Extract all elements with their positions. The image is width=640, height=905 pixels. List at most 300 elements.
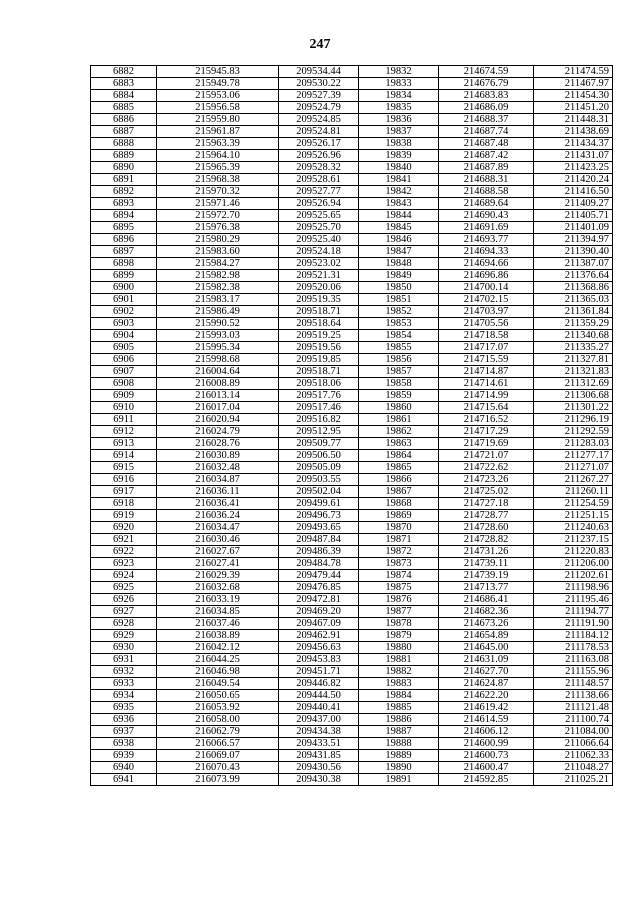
page-number: 247: [309, 37, 331, 52]
point-id-cell: 6902: [91, 306, 157, 318]
x-coordinate-cell: 216036.41: [157, 498, 279, 510]
y-coordinate-cell: 209518.71: [279, 366, 359, 378]
y-coordinate-2-cell: 211335.27: [534, 342, 613, 354]
table-row: [91, 78, 613, 90]
point-id-2-cell: 19861: [359, 414, 439, 426]
y-coordinate-2-cell: 211420.24: [534, 174, 613, 186]
y-coordinate-cell: 209525.40: [279, 234, 359, 246]
point-id-2-cell: 19849: [359, 270, 439, 282]
table-row: [91, 666, 613, 678]
y-coordinate-cell: 209462.91: [279, 630, 359, 642]
x-coordinate-2-cell: 214693.77: [439, 234, 534, 246]
point-id-cell: 6904: [91, 330, 157, 342]
x-coordinate-2-cell: 214731.26: [439, 546, 534, 558]
point-id-cell: 6937: [91, 726, 157, 738]
y-coordinate-cell: 209524.81: [279, 126, 359, 138]
table-row: [91, 102, 613, 114]
point-id-2-cell: 19876: [359, 594, 439, 606]
x-coordinate-2-cell: 214728.60: [439, 522, 534, 534]
table-row: [91, 306, 613, 318]
point-id-cell: 6888: [91, 138, 157, 150]
point-id-cell: 6906: [91, 354, 157, 366]
y-coordinate-2-cell: 211194.77: [534, 606, 613, 618]
y-coordinate-2-cell: 211237.15: [534, 534, 613, 546]
table-row: [91, 198, 613, 210]
point-id-2-cell: 19860: [359, 402, 439, 414]
x-coordinate-2-cell: 214714.99: [439, 390, 534, 402]
y-coordinate-2-cell: 211260.11: [534, 486, 613, 498]
table-row: [91, 582, 613, 594]
x-coordinate-2-cell: 214739.11: [439, 558, 534, 570]
table-row: [91, 426, 613, 438]
x-coordinate-2-cell: 214654.89: [439, 630, 534, 642]
y-coordinate-cell: 209446.82: [279, 678, 359, 690]
y-coordinate-2-cell: 211296.19: [534, 414, 613, 426]
point-id-cell: 6897: [91, 246, 157, 258]
x-coordinate-cell: 216036.24: [157, 510, 279, 522]
point-id-2-cell: 19855: [359, 342, 439, 354]
table-row: [91, 330, 613, 342]
table-row: [91, 474, 613, 486]
x-coordinate-cell: 216037.46: [157, 618, 279, 630]
x-coordinate-2-cell: 214694.33: [439, 246, 534, 258]
table-row: [91, 354, 613, 366]
x-coordinate-cell: 216034.47: [157, 522, 279, 534]
point-id-cell: 6899: [91, 270, 157, 282]
y-coordinate-2-cell: 211409.27: [534, 198, 613, 210]
x-coordinate-2-cell: 214715.59: [439, 354, 534, 366]
x-coordinate-2-cell: 214691.69: [439, 222, 534, 234]
y-coordinate-2-cell: 211361.84: [534, 306, 613, 318]
y-coordinate-cell: 209467.09: [279, 618, 359, 630]
point-id-2-cell: 19856: [359, 354, 439, 366]
point-id-cell: 6914: [91, 450, 157, 462]
point-id-2-cell: 19872: [359, 546, 439, 558]
x-coordinate-2-cell: 214722.62: [439, 462, 534, 474]
point-id-2-cell: 19857: [359, 366, 439, 378]
x-coordinate-2-cell: 214727.18: [439, 498, 534, 510]
x-coordinate-2-cell: 214702.15: [439, 294, 534, 306]
y-coordinate-2-cell: 211267.27: [534, 474, 613, 486]
y-coordinate-2-cell: 211062.33: [534, 750, 613, 762]
x-coordinate-cell: 216027.67: [157, 546, 279, 558]
y-coordinate-cell: 209430.38: [279, 774, 359, 786]
y-coordinate-cell: 209530.22: [279, 78, 359, 90]
x-coordinate-cell: 215993.03: [157, 330, 279, 342]
y-coordinate-cell: 209502.04: [279, 486, 359, 498]
point-id-2-cell: 19885: [359, 702, 439, 714]
table-row: [91, 546, 613, 558]
y-coordinate-cell: 209528.32: [279, 162, 359, 174]
point-id-2-cell: 19886: [359, 714, 439, 726]
point-id-2-cell: 19870: [359, 522, 439, 534]
y-coordinate-cell: 209484.78: [279, 558, 359, 570]
x-coordinate-cell: 216038.89: [157, 630, 279, 642]
x-coordinate-cell: 215990.52: [157, 318, 279, 330]
x-coordinate-2-cell: 214606.12: [439, 726, 534, 738]
coordinates-table-body: [91, 66, 613, 786]
point-id-cell: 6922: [91, 546, 157, 558]
y-coordinate-cell: 209519.56: [279, 342, 359, 354]
point-id-cell: 6908: [91, 378, 157, 390]
point-id-2-cell: 19842: [359, 186, 439, 198]
y-coordinate-2-cell: 211359.29: [534, 318, 613, 330]
y-coordinate-2-cell: 211277.17: [534, 450, 613, 462]
x-coordinate-cell: 215963.39: [157, 138, 279, 150]
x-coordinate-2-cell: 214715.64: [439, 402, 534, 414]
x-coordinate-2-cell: 214739.19: [439, 570, 534, 582]
point-id-2-cell: 19850: [359, 282, 439, 294]
y-coordinate-cell: 209524.85: [279, 114, 359, 126]
table-row: [91, 342, 613, 354]
y-coordinate-cell: 209523.02: [279, 258, 359, 270]
y-coordinate-cell: 209525.65: [279, 210, 359, 222]
point-id-2-cell: 19875: [359, 582, 439, 594]
point-id-cell: 6885: [91, 102, 157, 114]
y-coordinate-2-cell: 211394.97: [534, 234, 613, 246]
x-coordinate-cell: 216024.79: [157, 426, 279, 438]
table-row: [91, 174, 613, 186]
point-id-cell: 6893: [91, 198, 157, 210]
y-coordinate-2-cell: 211340.68: [534, 330, 613, 342]
y-coordinate-2-cell: 211066.64: [534, 738, 613, 750]
x-coordinate-2-cell: 214728.77: [439, 510, 534, 522]
y-coordinate-2-cell: 211434.37: [534, 138, 613, 150]
point-id-cell: 6929: [91, 630, 157, 642]
point-id-cell: 6898: [91, 258, 157, 270]
x-coordinate-2-cell: 214683.83: [439, 90, 534, 102]
y-coordinate-cell: 209430.56: [279, 762, 359, 774]
x-coordinate-2-cell: 214676.79: [439, 78, 534, 90]
x-coordinate-cell: 216036.11: [157, 486, 279, 498]
table-row: [91, 534, 613, 546]
x-coordinate-2-cell: 214723.26: [439, 474, 534, 486]
point-id-2-cell: 19846: [359, 234, 439, 246]
y-coordinate-2-cell: 211431.07: [534, 150, 613, 162]
table-row: [91, 510, 613, 522]
point-id-2-cell: 19837: [359, 126, 439, 138]
point-id-2-cell: 19843: [359, 198, 439, 210]
x-coordinate-cell: 215983.17: [157, 294, 279, 306]
point-id-2-cell: 19868: [359, 498, 439, 510]
table-row: [91, 450, 613, 462]
y-coordinate-2-cell: 211306.68: [534, 390, 613, 402]
y-coordinate-cell: 209528.61: [279, 174, 359, 186]
point-id-2-cell: 19866: [359, 474, 439, 486]
table-row: [91, 606, 613, 618]
point-id-2-cell: 19883: [359, 678, 439, 690]
y-coordinate-2-cell: 211100.74: [534, 714, 613, 726]
y-coordinate-2-cell: 211405.71: [534, 210, 613, 222]
point-id-cell: 6890: [91, 162, 157, 174]
point-id-cell: 6883: [91, 78, 157, 90]
y-coordinate-2-cell: 211048.27: [534, 762, 613, 774]
table-row: [91, 378, 613, 390]
y-coordinate-2-cell: 211423.25: [534, 162, 613, 174]
y-coordinate-cell: 209527.39: [279, 90, 359, 102]
point-id-cell: 6913: [91, 438, 157, 450]
y-coordinate-cell: 209512.95: [279, 426, 359, 438]
x-coordinate-cell: 216032.68: [157, 582, 279, 594]
point-id-2-cell: 19852: [359, 306, 439, 318]
point-id-2-cell: 19877: [359, 606, 439, 618]
y-coordinate-2-cell: 211184.12: [534, 630, 613, 642]
x-coordinate-cell: 215949.78: [157, 78, 279, 90]
x-coordinate-cell: 216058.00: [157, 714, 279, 726]
y-coordinate-cell: 209486.39: [279, 546, 359, 558]
x-coordinate-cell: 216033.19: [157, 594, 279, 606]
table-row: [91, 234, 613, 246]
x-coordinate-2-cell: 214690.43: [439, 210, 534, 222]
x-coordinate-2-cell: 214717.29: [439, 426, 534, 438]
x-coordinate-cell: 215961.87: [157, 126, 279, 138]
table-row: [91, 294, 613, 306]
point-id-cell: 6930: [91, 642, 157, 654]
x-coordinate-cell: 216066.57: [157, 738, 279, 750]
x-coordinate-2-cell: 214688.31: [439, 174, 534, 186]
table-row: [91, 714, 613, 726]
y-coordinate-cell: 209444.50: [279, 690, 359, 702]
point-id-2-cell: 19858: [359, 378, 439, 390]
y-coordinate-2-cell: 211202.61: [534, 570, 613, 582]
y-coordinate-cell: 209518.06: [279, 378, 359, 390]
x-coordinate-cell: 216046.98: [157, 666, 279, 678]
point-id-2-cell: 19834: [359, 90, 439, 102]
point-id-2-cell: 19869: [359, 510, 439, 522]
y-coordinate-2-cell: 211191.90: [534, 618, 613, 630]
x-coordinate-cell: 215982.98: [157, 270, 279, 282]
x-coordinate-2-cell: 214624.87: [439, 678, 534, 690]
y-coordinate-2-cell: 211387.07: [534, 258, 613, 270]
point-id-2-cell: 19889: [359, 750, 439, 762]
y-coordinate-cell: 209472.81: [279, 594, 359, 606]
y-coordinate-cell: 209469.20: [279, 606, 359, 618]
x-coordinate-2-cell: 214694.66: [439, 258, 534, 270]
x-coordinate-2-cell: 214645.00: [439, 642, 534, 654]
y-coordinate-cell: 209519.35: [279, 294, 359, 306]
x-coordinate-2-cell: 214718.58: [439, 330, 534, 342]
y-coordinate-cell: 209496.73: [279, 510, 359, 522]
y-coordinate-2-cell: 211251.15: [534, 510, 613, 522]
point-id-2-cell: 19838: [359, 138, 439, 150]
point-id-cell: 6912: [91, 426, 157, 438]
y-coordinate-cell: 209520.06: [279, 282, 359, 294]
x-coordinate-cell: 215953.06: [157, 90, 279, 102]
x-coordinate-cell: 216020.94: [157, 414, 279, 426]
point-id-2-cell: 19865: [359, 462, 439, 474]
y-coordinate-2-cell: 211368.86: [534, 282, 613, 294]
y-coordinate-2-cell: 211220.83: [534, 546, 613, 558]
y-coordinate-cell: 209518.64: [279, 318, 359, 330]
x-coordinate-cell: 216013.14: [157, 390, 279, 402]
x-coordinate-2-cell: 214714.61: [439, 378, 534, 390]
x-coordinate-2-cell: 214717.07: [439, 342, 534, 354]
point-id-cell: 6895: [91, 222, 157, 234]
y-coordinate-2-cell: 211467.97: [534, 78, 613, 90]
table-row: [91, 126, 613, 138]
x-coordinate-cell: 216028.76: [157, 438, 279, 450]
y-coordinate-cell: 209526.17: [279, 138, 359, 150]
table-row: [91, 702, 613, 714]
table-row: [91, 522, 613, 534]
y-coordinate-cell: 209506.50: [279, 450, 359, 462]
point-id-cell: 6939: [91, 750, 157, 762]
y-coordinate-cell: 209440.41: [279, 702, 359, 714]
x-coordinate-2-cell: 214619.42: [439, 702, 534, 714]
point-id-2-cell: 19844: [359, 210, 439, 222]
point-id-cell: 6928: [91, 618, 157, 630]
point-id-2-cell: 19839: [359, 150, 439, 162]
x-coordinate-cell: 216017.04: [157, 402, 279, 414]
point-id-cell: 6924: [91, 570, 157, 582]
y-coordinate-2-cell: 211121.48: [534, 702, 613, 714]
point-id-2-cell: 19884: [359, 690, 439, 702]
table-row: [91, 66, 613, 78]
y-coordinate-cell: 209519.25: [279, 330, 359, 342]
point-id-cell: 6918: [91, 498, 157, 510]
y-coordinate-cell: 209503.55: [279, 474, 359, 486]
x-coordinate-cell: 215976.38: [157, 222, 279, 234]
table-row: [91, 462, 613, 474]
y-coordinate-cell: 209519.85: [279, 354, 359, 366]
table-row: [91, 138, 613, 150]
x-coordinate-2-cell: 214703.97: [439, 306, 534, 318]
y-coordinate-cell: 209534.44: [279, 66, 359, 78]
table-row: [91, 90, 613, 102]
y-coordinate-cell: 209516.82: [279, 414, 359, 426]
y-coordinate-cell: 209518.71: [279, 306, 359, 318]
point-id-cell: 6915: [91, 462, 157, 474]
y-coordinate-2-cell: 211401.09: [534, 222, 613, 234]
point-id-cell: 6920: [91, 522, 157, 534]
y-coordinate-cell: 209453.83: [279, 654, 359, 666]
x-coordinate-2-cell: 214686.09: [439, 102, 534, 114]
x-coordinate-2-cell: 214627.70: [439, 666, 534, 678]
point-id-cell: 6932: [91, 666, 157, 678]
y-coordinate-cell: 209451.71: [279, 666, 359, 678]
x-coordinate-cell: 216069.07: [157, 750, 279, 762]
x-coordinate-cell: 216029.39: [157, 570, 279, 582]
x-coordinate-cell: 215984.27: [157, 258, 279, 270]
x-coordinate-2-cell: 214725.02: [439, 486, 534, 498]
x-coordinate-cell: 216034.87: [157, 474, 279, 486]
table-row: [91, 630, 613, 642]
y-coordinate-cell: 209433.51: [279, 738, 359, 750]
point-id-cell: 6934: [91, 690, 157, 702]
table-row: [91, 642, 613, 654]
point-id-2-cell: 19890: [359, 762, 439, 774]
x-coordinate-2-cell: 214600.99: [439, 738, 534, 750]
y-coordinate-cell: 209524.79: [279, 102, 359, 114]
point-id-cell: 6936: [91, 714, 157, 726]
x-coordinate-2-cell: 214600.47: [439, 762, 534, 774]
table-row: [91, 618, 613, 630]
y-coordinate-2-cell: 211254.59: [534, 498, 613, 510]
y-coordinate-2-cell: 211178.53: [534, 642, 613, 654]
point-id-cell: 6923: [91, 558, 157, 570]
x-coordinate-cell: 215995.34: [157, 342, 279, 354]
point-id-cell: 6933: [91, 678, 157, 690]
x-coordinate-cell: 216050.65: [157, 690, 279, 702]
table-row: [91, 246, 613, 258]
table-row: [91, 162, 613, 174]
x-coordinate-2-cell: 214687.42: [439, 150, 534, 162]
y-coordinate-2-cell: 211301.22: [534, 402, 613, 414]
y-coordinate-2-cell: 211025.21: [534, 774, 613, 786]
x-coordinate-cell: 215982.38: [157, 282, 279, 294]
y-coordinate-2-cell: 211448.31: [534, 114, 613, 126]
y-coordinate-cell: 209509.77: [279, 438, 359, 450]
table-row: [91, 186, 613, 198]
point-id-cell: 6916: [91, 474, 157, 486]
point-id-2-cell: 19880: [359, 642, 439, 654]
x-coordinate-cell: 215968.38: [157, 174, 279, 186]
point-id-cell: 6927: [91, 606, 157, 618]
point-id-cell: 6925: [91, 582, 157, 594]
table-row: [91, 774, 613, 786]
y-coordinate-2-cell: 211416.50: [534, 186, 613, 198]
table-row: [91, 438, 613, 450]
y-coordinate-cell: 209517.76: [279, 390, 359, 402]
y-coordinate-2-cell: 211283.03: [534, 438, 613, 450]
x-coordinate-cell: 215971.46: [157, 198, 279, 210]
point-id-cell: 6911: [91, 414, 157, 426]
point-id-cell: 6900: [91, 282, 157, 294]
y-coordinate-cell: 209505.09: [279, 462, 359, 474]
point-id-cell: 6884: [91, 90, 157, 102]
x-coordinate-2-cell: 214721.07: [439, 450, 534, 462]
x-coordinate-2-cell: 214686.41: [439, 594, 534, 606]
point-id-cell: 6903: [91, 318, 157, 330]
y-coordinate-cell: 209527.77: [279, 186, 359, 198]
x-coordinate-cell: 216053.92: [157, 702, 279, 714]
y-coordinate-cell: 209526.94: [279, 198, 359, 210]
x-coordinate-2-cell: 214728.82: [439, 534, 534, 546]
point-id-cell: 6935: [91, 702, 157, 714]
point-id-2-cell: 19845: [359, 222, 439, 234]
y-coordinate-cell: 209499.61: [279, 498, 359, 510]
table-row: [91, 414, 613, 426]
x-coordinate-cell: 215980.29: [157, 234, 279, 246]
point-id-cell: 6940: [91, 762, 157, 774]
point-id-2-cell: 19879: [359, 630, 439, 642]
point-id-cell: 6892: [91, 186, 157, 198]
point-id-2-cell: 19862: [359, 426, 439, 438]
table-row: [91, 594, 613, 606]
y-coordinate-cell: 209525.70: [279, 222, 359, 234]
point-id-cell: 6919: [91, 510, 157, 522]
y-coordinate-cell: 209521.31: [279, 270, 359, 282]
point-id-2-cell: 19859: [359, 390, 439, 402]
y-coordinate-cell: 209456.63: [279, 642, 359, 654]
x-coordinate-2-cell: 214674.59: [439, 66, 534, 78]
x-coordinate-2-cell: 214688.58: [439, 186, 534, 198]
x-coordinate-cell: 215965.39: [157, 162, 279, 174]
y-coordinate-2-cell: 211206.00: [534, 558, 613, 570]
x-coordinate-cell: 215945.83: [157, 66, 279, 78]
point-id-cell: 6886: [91, 114, 157, 126]
x-coordinate-2-cell: 214687.74: [439, 126, 534, 138]
table-row: [91, 762, 613, 774]
point-id-2-cell: 19888: [359, 738, 439, 750]
x-coordinate-cell: 216034.85: [157, 606, 279, 618]
table-row: [91, 318, 613, 330]
y-coordinate-cell: 209437.00: [279, 714, 359, 726]
y-coordinate-cell: 209524.18: [279, 246, 359, 258]
y-coordinate-cell: 209434.38: [279, 726, 359, 738]
point-id-2-cell: 19835: [359, 102, 439, 114]
point-id-2-cell: 19840: [359, 162, 439, 174]
